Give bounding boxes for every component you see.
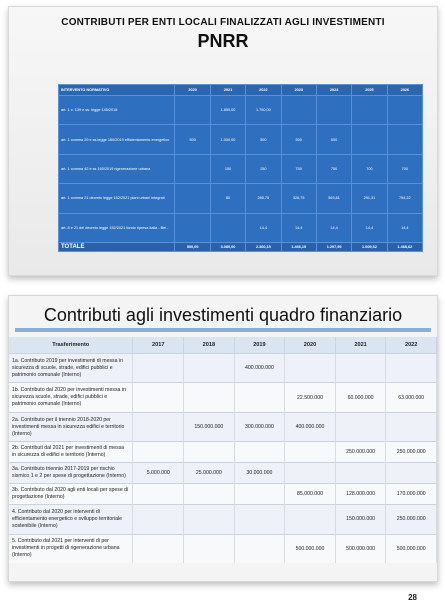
pnrr-cell: 700 (387, 154, 422, 183)
pnrr-header-cell: INTERVENTO NORMATIVO (59, 85, 175, 96)
pnrr-table-row (59, 184, 423, 213)
pnrr-total-cell: 1.297,95 (316, 243, 351, 252)
pnrr-cell: 14,4 (281, 213, 316, 242)
pnrr-cell (210, 213, 245, 242)
pnrr-cell: 750 (281, 154, 316, 183)
investments-cell (184, 534, 235, 563)
investments-cell (335, 354, 386, 383)
investments-cell: 300.000.000 (234, 412, 285, 441)
pnrr-cell: 563,81 (316, 184, 351, 213)
investments-cell: 400.000.000 (234, 354, 285, 383)
investments-cell: 63.000.000 (386, 383, 437, 412)
investments-cell (285, 463, 336, 484)
pnrr-cell (352, 125, 387, 154)
investments-cell: 250.000.000 (386, 505, 437, 534)
pnrr-table-row (59, 154, 423, 183)
pnrr-cell: 14,4 (352, 213, 387, 242)
slide2-title: Contributi agli investimenti quadro finanziario (43, 305, 403, 325)
pnrr-cell: 80 (210, 184, 245, 213)
investments-cell: 400.000.000 (285, 412, 336, 441)
pnrr-cell: 700 (352, 154, 387, 183)
pnrr-cell-label: art. 1 comma 29 e ss.legge 160/2019 efficientamento energetico (59, 125, 175, 154)
investments-table-row (9, 383, 437, 412)
slide-pnrr (8, 6, 438, 276)
investments-cell (133, 484, 184, 505)
investments-table (9, 337, 437, 563)
investments-cell (184, 442, 235, 463)
pnrr-table (58, 84, 423, 252)
pnrr-cell: 285,75 (246, 184, 281, 213)
pnrr-cell: 754,22 (387, 184, 422, 213)
pnrr-cell: 14,4 (316, 213, 351, 242)
investments-cell (184, 484, 235, 505)
investments-table-row (9, 412, 437, 441)
investments-cell: 5.000.000 (133, 463, 184, 484)
pnrr-cell: 750 (316, 154, 351, 183)
pnrr-header-cell: 2024 (316, 85, 351, 96)
investments-cell (133, 534, 184, 563)
pnrr-total-cell: 2.360,15 (246, 243, 281, 252)
pnrr-cell-label: art. 1 c. 139 e ss. legge 145/2018 (59, 96, 175, 125)
investments-header-cell: 2019 (234, 337, 285, 354)
investments-cell (234, 442, 285, 463)
pnrr-header-cell: 2023 (281, 85, 316, 96)
investments-header-cell: 2021 (335, 337, 386, 354)
pnrr-cell (387, 96, 422, 125)
investments-cell (184, 354, 235, 383)
investments-cell-label: 1b. Contributo dal 2020 per investimenti messa in sicurezza scuole, strade, edifici pubblici e patrimonio comunale (Interno) (9, 383, 133, 412)
investments-cell (285, 442, 336, 463)
pnrr-cell: 250 (246, 154, 281, 183)
investments-cell: 150.000.000 (335, 505, 386, 534)
investments-cell: 25.000.000 (184, 463, 235, 484)
pnrr-table-row (59, 125, 423, 154)
pnrr-cell (352, 96, 387, 125)
investments-header-cell: Trasferimento (9, 337, 133, 354)
investments-cell-label: 1a. Contributo 2019 per investimenti di messa in sicurezza di scuole, strade, edifici pubblici e patrimonio comunale (Interno) (9, 354, 133, 383)
pnrr-total-label: TOTALE (59, 243, 175, 252)
pnrr-cell (387, 125, 422, 154)
investments-cell (335, 463, 386, 484)
page-number: 28 (408, 593, 417, 602)
investments-cell: 500.000.000 (285, 534, 336, 563)
pnrr-cell (175, 96, 210, 125)
investments-table-row (9, 442, 437, 463)
investments-table-row (9, 354, 437, 383)
pnrr-cell-label: art. 1 comma 21 decreto legge 152/2021 piani urbani integrati (59, 184, 175, 213)
investments-table-row (9, 505, 437, 534)
pnrr-total-row (59, 243, 423, 252)
pnrr-header-cell: 2020 (175, 85, 210, 96)
investments-cell-label: 2b. Contributi dal 2021 per investimenti di messa in sicurezza di edifici e territorio (Interno) (9, 442, 133, 463)
investments-table-row (9, 484, 437, 505)
pnrr-cell: 500 (246, 125, 281, 154)
pnrr-cell: 500 (281, 125, 316, 154)
pnrr-cell (316, 96, 351, 125)
investments-cell (386, 412, 437, 441)
pnrr-header-cell: 2021 (210, 85, 245, 96)
pnrr-cell (175, 213, 210, 242)
pnrr-cell: 14,4 (246, 213, 281, 242)
pnrr-cell: 326,75 (281, 184, 316, 213)
slide-quadro-finanziario (8, 295, 438, 582)
investments-cell: 500.000.000 (386, 534, 437, 563)
investments-cell (133, 505, 184, 534)
investments-cell: 60.000.000 (335, 383, 386, 412)
investments-cell: 250.000.000 (386, 442, 437, 463)
pnrr-cell: 1.750,00 (246, 96, 281, 125)
investments-cell (133, 412, 184, 441)
pnrr-cell: 291,31 (352, 184, 387, 213)
pnrr-table-row (59, 96, 423, 125)
investments-cell (335, 412, 386, 441)
investments-cell (386, 354, 437, 383)
pnrr-cell-label: art. 1 comma 42 e ss 160/2019 rigenerazione urbana (59, 154, 175, 183)
investments-header-cell: 2022 (386, 337, 437, 354)
pnrr-cell: 1.000,00 (210, 125, 245, 154)
pnrr-total-cell: 500,00 (175, 243, 210, 252)
pnrr-cell (281, 96, 316, 125)
investments-header-cell: 2018 (184, 337, 235, 354)
pnrr-header-cell: 2025 (352, 85, 387, 96)
investments-cell (285, 354, 336, 383)
investments-cell (133, 354, 184, 383)
pnrr-cell: 14,4 (387, 213, 422, 242)
investments-cell (184, 505, 235, 534)
investments-cell: 128.000.000 (335, 484, 386, 505)
investments-cell-label: 5. Contributo dal 2021 per interventi di per investimenti in progetti di rigenerazione urbana (Interno) (9, 534, 133, 563)
investments-cell (133, 442, 184, 463)
pnrr-total-cell: 1.609,62 (352, 243, 387, 252)
title-divider (15, 328, 431, 332)
investments-cell: 85.000.000 (285, 484, 336, 505)
pnrr-cell-label: art. 8 e 21 del decreto legge 152/2021 fondo ripresa italia - Bei - (59, 213, 175, 242)
investments-table-header (9, 337, 437, 354)
investments-cell: 150.000.000 (184, 412, 235, 441)
investments-cell: 500.000.000 (335, 534, 386, 563)
pnrr-total-cell: 1.466,15 (281, 243, 316, 252)
investments-cell (285, 505, 336, 534)
pnrr-header-cell: 2026 (387, 85, 422, 96)
pnrr-cell (175, 184, 210, 213)
investments-cell-label: 2a. Contributo per il triennio 2018-2020 per investimenti messa in sicurezza edifici e territorio (Interno) (9, 412, 133, 441)
slide1-subtitle: PNRR (197, 31, 249, 51)
investments-header-cell: 2017 (133, 337, 184, 354)
investments-table-row (9, 463, 437, 484)
investments-cell (234, 534, 285, 563)
investments-cell (234, 484, 285, 505)
investments-table-row (9, 534, 437, 563)
pnrr-total-cell: 3.080,00 (210, 243, 245, 252)
investments-header-cell: 2020 (285, 337, 336, 354)
investments-cell (184, 383, 235, 412)
investments-cell: 22.500.000 (285, 383, 336, 412)
investments-cell-label: 3a. Contributo triennio 2017-2019 per rischio sismico 1 e 2 per spese di progettazione (Interno) (9, 463, 133, 484)
pnrr-table-header (59, 85, 423, 96)
slide1-title: CONTRIBUTI PER ENTI LOCALI FINALIZZATI AGLI INVESTIMENTI (61, 17, 385, 28)
pnrr-cell: 500 (175, 125, 210, 154)
pnrr-cell: 500 (316, 125, 351, 154)
pnrr-cell: 150 (210, 154, 245, 183)
investments-cell (234, 505, 285, 534)
pnrr-cell: 1.850,00 (210, 96, 245, 125)
investments-cell: 30.000.000 (234, 463, 285, 484)
pnrr-table-row (59, 213, 423, 242)
investments-cell (386, 463, 437, 484)
investments-cell (234, 383, 285, 412)
pnrr-header-cell: 2022 (246, 85, 281, 96)
investments-cell: 250.000.000 (335, 442, 386, 463)
investments-cell (133, 383, 184, 412)
investments-cell-label: 3b. Contributo dal 2020 agli enti locali per spese di progettazione (Interno) (9, 484, 133, 505)
pnrr-cell (175, 154, 210, 183)
investments-cell-label: 4. Contributo dal 2020 per interventi di efficientamento energetico e sviluppo territoriale sostenibile (Interno) (9, 505, 133, 534)
pnrr-total-cell: 1.468,62 (387, 243, 422, 252)
investments-cell: 170.000.000 (386, 484, 437, 505)
